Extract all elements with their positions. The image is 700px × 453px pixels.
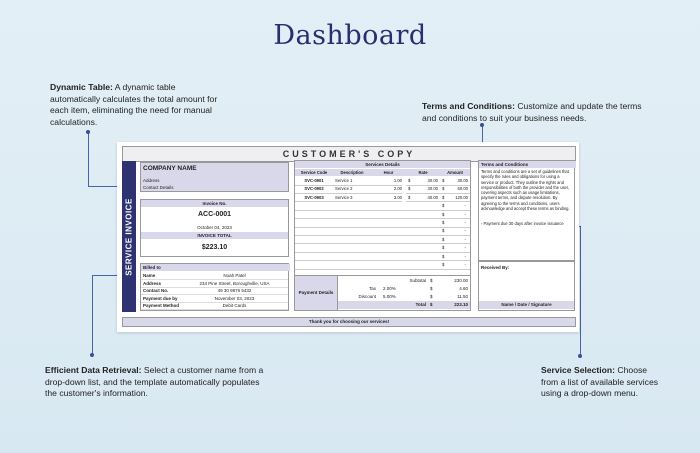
totals-box <box>337 275 471 311</box>
subtotal-currency: $ <box>430 278 433 283</box>
connector-line <box>88 132 89 186</box>
connector-dot <box>86 130 90 134</box>
cell-value: 120.00 <box>455 194 468 200</box>
page-title: Dashboard <box>273 20 427 51</box>
discount-value: 11.50 <box>457 294 468 299</box>
services-cell-rate <box>406 227 440 236</box>
total-value: 223.10 <box>454 302 468 307</box>
currency-symbol: $ <box>442 228 445 234</box>
billing-label: Contact No. <box>143 288 169 293</box>
total-currency: $ <box>430 302 433 307</box>
services-row[interactable] <box>295 202 470 210</box>
tax-currency: $ <box>430 286 433 291</box>
connector-dot <box>480 123 484 127</box>
services-row[interactable] <box>295 219 470 227</box>
services-cell-desc[interactable] <box>333 219 371 228</box>
callout-dynamic-table-heading: Dynamic Table: <box>50 82 113 92</box>
services-column-header: Amount <box>447 170 463 175</box>
tax-value: 4.60 <box>459 286 468 291</box>
services-cell-code[interactable] <box>295 219 333 228</box>
services-cell-hour <box>371 261 406 270</box>
cell-value: - <box>464 220 466 225</box>
subtotal-label: Subtotal <box>409 278 426 283</box>
services-title: Services Details <box>295 161 470 168</box>
callout-service-selection-text: Choose from a list of available services using a drop-down menu. <box>541 365 659 398</box>
services-cell-desc[interactable]: Service 2 <box>333 185 373 194</box>
services-cell-desc[interactable] <box>333 202 371 211</box>
cell-value: - <box>464 245 466 251</box>
billed-to-label: Billed to <box>141 264 290 271</box>
invoice-side-label <box>122 161 136 312</box>
services-row[interactable] <box>295 244 470 252</box>
services-cell-hour <box>371 219 406 228</box>
discount-label: Discount <box>358 294 376 299</box>
callout-retrieval-heading: Efficient Data Retrieval: <box>45 365 142 375</box>
services-row[interactable] <box>295 211 470 219</box>
subtotal-value: 230.00 <box>454 278 468 283</box>
billing-label: Payment due by <box>143 295 178 301</box>
connector-dot <box>90 353 94 357</box>
services-cell-hour: 3.00 <box>371 194 402 203</box>
services-cell-code[interactable] <box>295 211 333 220</box>
callout-dynamic-table <box>50 82 225 128</box>
services-row[interactable] <box>295 227 470 235</box>
invoice-number-block <box>140 199 289 257</box>
invoice-footer: Thank you for choosing our services! <box>122 317 576 327</box>
discount-currency: $ <box>430 294 433 299</box>
services-cell-amount <box>440 177 470 186</box>
billing-value: November 03, 2023 <box>214 295 255 301</box>
cell-value: 30.00 <box>457 178 468 183</box>
discount-percent: 5.00% <box>383 294 396 299</box>
currency-symbol: $ <box>442 253 445 259</box>
currency-symbol: $ <box>442 220 445 225</box>
cell-value: - <box>464 228 466 234</box>
services-cell-amount <box>440 219 470 228</box>
callout-terms-heading: Terms and Conditions: <box>422 101 515 111</box>
services-cell-desc[interactable] <box>333 244 371 253</box>
services-cell-amount <box>440 202 470 211</box>
received-by-label: Received By: <box>481 265 510 270</box>
payment-details-box <box>294 275 338 311</box>
services-row[interactable] <box>295 236 470 244</box>
invoice-header: CUSTOMER'S COPY <box>122 146 576 162</box>
row-divider <box>141 309 288 310</box>
services-table <box>294 160 471 276</box>
terms-note: - Payment due 30 days after invoice issuance <box>481 221 564 226</box>
services-cell-hour <box>371 236 406 245</box>
currency-symbol: $ <box>442 194 445 200</box>
services-cell-amount <box>440 211 470 220</box>
services-cell-desc[interactable] <box>333 261 371 270</box>
terms-text: Terms and conditions are a set of guidelines that specify the rules and obligations for using a service or product. They outline the rights and responsibilities of both the provider and the user, covering aspects such as usage limitations, payment terms, and dispute resolution. By agreeing to the terms and conditions, users acknowledge and accept these terms as binding. <box>481 169 570 212</box>
cell-value: - <box>464 203 466 209</box>
callout-terms-text: Customize and update the terms and conditions to suit your business needs. <box>422 101 642 123</box>
invoice-side-text: SERVICE INVOICE <box>124 197 134 276</box>
callout-retrieval-text: Select a customer name from a drop-down list, and the template automatically populates the customer's information. <box>45 365 264 398</box>
services-cell-rate <box>406 194 440 203</box>
services-cell-rate <box>406 202 440 211</box>
services-cell-desc[interactable] <box>333 211 371 220</box>
services-cell-hour <box>371 202 406 211</box>
terms-title: Terms and Conditions <box>479 161 576 168</box>
services-cell-code[interactable]: SVC-0903 <box>295 194 333 203</box>
currency-symbol: $ <box>442 178 445 183</box>
services-cell-code[interactable] <box>295 236 333 245</box>
services-cell-amount <box>440 261 470 270</box>
callout-dynamic-table-text: A dynamic table automatically calculates the total amount for each item, eliminating the need for manual calculations. <box>50 82 218 127</box>
cell-value: 40.00 <box>427 194 438 200</box>
services-cell-amount <box>440 194 470 203</box>
services-cell-code[interactable] <box>295 253 333 262</box>
cell-value: - <box>464 236 466 242</box>
billing-value: Debit Cards <box>222 303 247 308</box>
services-cell-desc[interactable] <box>333 253 371 262</box>
services-column-header: Hour <box>383 170 394 175</box>
services-column-header: Service Code <box>300 170 328 175</box>
tax-label: Tax <box>368 286 376 291</box>
services-cell-amount <box>440 227 470 236</box>
services-cell-desc[interactable]: Service 1 <box>333 177 373 186</box>
invoice-date: October 04, 2023 <box>197 225 232 230</box>
currency-symbol: $ <box>442 245 445 251</box>
services-cell-code[interactable]: SVC-0901 <box>295 177 333 186</box>
invoice-total: $223.10 <box>201 244 228 251</box>
services-cell-amount <box>440 236 470 245</box>
services-cell-rate <box>406 211 440 220</box>
connector-line <box>92 275 93 355</box>
invoice-sheet <box>117 142 579 332</box>
callout-service-selection-heading: Service Selection: <box>541 365 616 375</box>
currency-symbol: $ <box>442 236 445 242</box>
services-cell-rate <box>406 236 440 245</box>
services-row[interactable] <box>295 194 470 202</box>
invoice-total-label: INVOICE TOTAL <box>141 232 288 239</box>
currency-symbol: $ <box>442 203 445 209</box>
services-cell-rate <box>406 244 440 253</box>
connector-dot <box>578 354 582 358</box>
currency-symbol: $ <box>408 178 411 183</box>
services-cell-hour <box>371 227 406 236</box>
services-cell-desc[interactable]: Service 3 <box>333 194 373 203</box>
payment-details-label: Payment Details <box>298 290 334 295</box>
received-by-box <box>478 261 575 311</box>
services-cell-code[interactable] <box>295 244 333 253</box>
services-row[interactable] <box>295 253 470 261</box>
callout-service-selection <box>541 365 661 400</box>
invoice-no: ACC-0001 <box>197 211 232 218</box>
billing-value: 49 30 9876 5432 <box>217 288 252 293</box>
billing-label: Address <box>143 280 162 286</box>
services-cell-code[interactable] <box>295 227 333 236</box>
services-cell-desc[interactable] <box>333 236 371 245</box>
billing-label: Name <box>143 273 156 278</box>
total-label: Total <box>415 302 426 307</box>
services-cell-hour: 2.00 <box>371 185 402 194</box>
services-cell-amount <box>440 253 470 262</box>
currency-symbol: $ <box>408 186 411 192</box>
company-block <box>140 162 289 192</box>
connector-line <box>580 226 581 356</box>
billing-label: Payment Method <box>143 303 180 308</box>
tax-percent: 2.00% <box>383 286 396 291</box>
currency-symbol: $ <box>442 186 445 192</box>
callout-terms <box>422 101 652 124</box>
services-cell-rate <box>406 261 440 270</box>
services-row[interactable] <box>295 185 470 193</box>
services-cell-code[interactable] <box>295 202 333 211</box>
services-cell-hour <box>371 211 406 220</box>
cell-value: 60.00 <box>457 186 468 192</box>
services-cell-hour <box>371 253 406 262</box>
cell-value: 30.00 <box>427 186 438 192</box>
currency-symbol: $ <box>442 211 445 217</box>
services-cell-hour <box>371 244 406 253</box>
billing-value[interactable]: Noah Patel <box>223 273 246 278</box>
invoice-no-label: Invoice No. <box>141 200 288 207</box>
cell-value: - <box>464 262 466 267</box>
services-column-header: Rate <box>418 170 428 175</box>
billed-to-block <box>140 263 289 311</box>
company-address: Address <box>143 178 160 183</box>
services-cell-rate <box>406 185 440 194</box>
services-column-header: Description <box>340 170 364 175</box>
services-cell-rate <box>406 177 440 186</box>
services-cell-hour: 1.00 <box>371 177 402 186</box>
currency-symbol: $ <box>408 194 411 200</box>
services-cell-rate <box>406 253 440 262</box>
cell-value: - <box>464 211 466 217</box>
services-row[interactable] <box>295 261 470 269</box>
services-cell-amount <box>440 244 470 253</box>
services-cell-code[interactable] <box>295 261 333 270</box>
cell-value: 30.00 <box>427 178 438 183</box>
services-cell-rate <box>406 219 440 228</box>
callout-retrieval <box>45 365 270 400</box>
services-cell-code[interactable]: SVC-0902 <box>295 185 333 194</box>
services-cell-desc[interactable] <box>333 227 371 236</box>
services-cell-amount <box>440 185 470 194</box>
terms-box[interactable] <box>478 160 575 261</box>
services-row[interactable] <box>295 177 470 185</box>
cell-value: - <box>464 253 466 259</box>
services-header-row <box>295 169 470 176</box>
company-name: COMPANY NAME <box>143 165 197 172</box>
currency-symbol: $ <box>442 262 445 267</box>
billing-value: 234 Pine Street, Boroughville, USA <box>199 280 270 286</box>
company-contact: Contact Details <box>143 185 174 190</box>
signature-label: Name / Date / Signature <box>479 301 574 309</box>
